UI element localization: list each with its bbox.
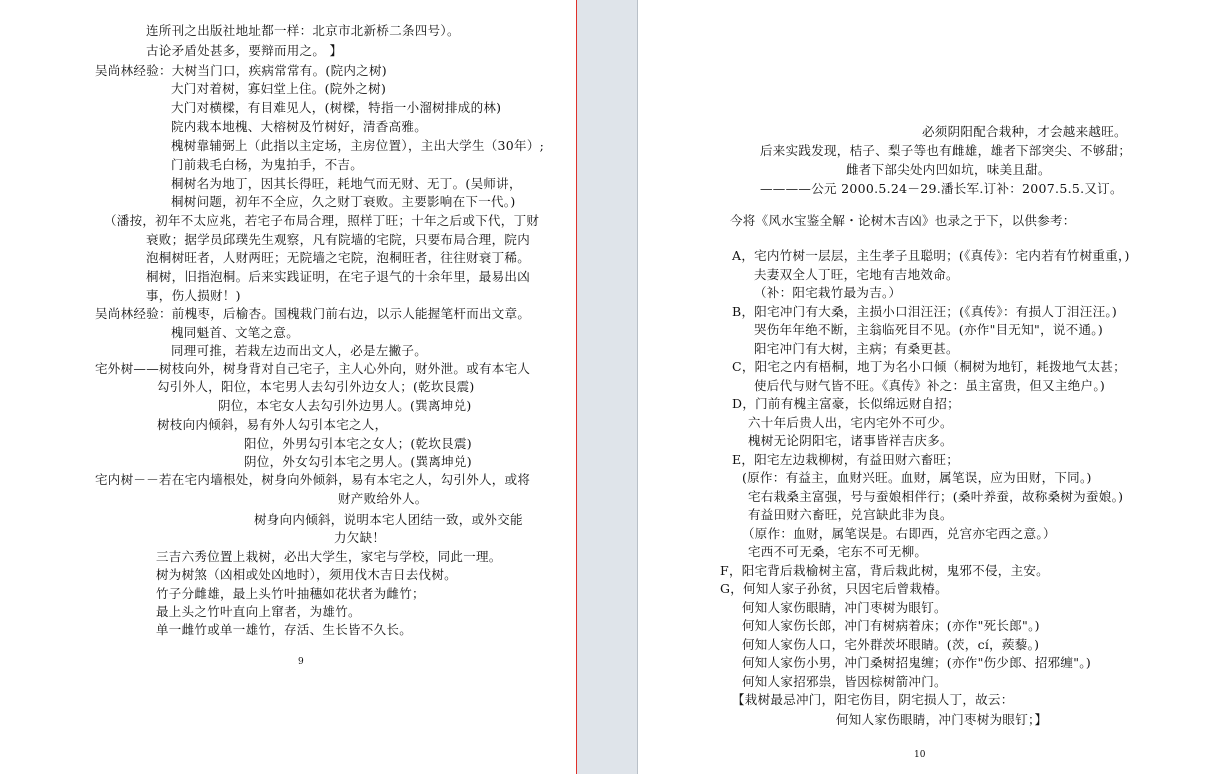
text-line: 衰败；据学员邱璞先生观察，凡有院墙的宅院，只要布局合理，院内 xyxy=(146,232,531,247)
text-line: 何知人家伤眼睛，冲门枣树为眼钉；】 xyxy=(836,712,1048,727)
text-line: （原作：血财，属笔误是。右即西，兑宫亦宅西之意。） xyxy=(742,526,1056,541)
text-line: 槐树无论阴阳宅，诸事皆祥吉庆多。 xyxy=(748,433,953,448)
page-number: 10 xyxy=(914,750,926,760)
text-line: C，阳宅之内有梧桐，地丁为名小口倾（桐树为地钉，耗拨地气太甚； xyxy=(732,359,1126,374)
text-line: 何知人家伤人口，宅外群茨坏眼睛。(茨，cí，蒺藜。) xyxy=(742,637,1040,652)
text-line: 桐树名为地丁，因其长得旺，耗地气而无财、无丁。(吴师讲， xyxy=(171,176,522,191)
text-line: 宅西不可无桑，宅东不可无柳。 xyxy=(748,544,928,559)
text-line: （潘按，初年不太应兆，若宅子布局合理，照样丁旺；十年之后或下代，丁财 xyxy=(104,213,540,228)
text-line: 宅内树－－若在宅内墙根处，树身向外倾斜，易有本宅之人，勾引外人，或将 xyxy=(95,472,531,487)
text-line: 泡桐树旺者，人财两旺；无院墙之宅院，泡桐旺者，往往财衰丁稀。 xyxy=(146,250,531,265)
page-gutter xyxy=(577,0,638,774)
text-line: 宅外树——树枝向外，树身背对自己宅子，主人心外向，财外泄。或有本宅人 xyxy=(95,361,531,376)
text-line: (原作：有益主，血财兴旺。血财，属笔误，应为田财，下同。) xyxy=(742,470,1092,485)
text-line: 院内栽本地槐、大榕树及竹树好，清香高雅。 xyxy=(171,119,428,134)
text-line: 单一雌竹或单一雄竹，存活、生长皆不久长。 xyxy=(156,622,413,637)
text-line: 财产败给外人。 xyxy=(338,491,428,506)
text-line: 何知人家伤眼睛，冲门枣树为眼钉。 xyxy=(742,600,947,615)
text-line: 古论矛盾处甚多，要辩而用之。 】 xyxy=(146,43,343,58)
text-line: 力欠缺！ xyxy=(334,530,386,545)
text-line: 事，伤人损财！) xyxy=(146,288,241,303)
text-line: 桐树，旧指泡桐。后来实践证明，在宅子退气的十余年里，最易出凶 xyxy=(146,269,531,284)
text-line: 阴位，本宅女人去勾引外边男人。(巽离坤兑) xyxy=(218,398,472,413)
text-line: F，阳宅背后栽榆树主富，背后栽此树，鬼邪不侵，主安。 xyxy=(720,563,1049,578)
right-document-page xyxy=(638,0,1232,774)
text-line: 哭伤年年绝不断，主翁临死目不见。(亦作"目无知"，说不通。) xyxy=(754,322,1104,337)
text-line: 桐树问题，初年不全应，久之财丁衰败。主要影响在下一代。) xyxy=(171,194,516,209)
text-line: 最上头之竹叶直向上窜者，为雄竹。 xyxy=(156,604,361,619)
text-line: 必须阴阳配合栽种，才会越来越旺。 xyxy=(922,124,1127,139)
text-line: 【栽树最忌冲门，阳宅伤目，阴宅损人丁，故云： xyxy=(732,692,1014,707)
text-line: 后来实践发现，桔子、梨子等也有雌雄，雄者下部突尖、不够甜； xyxy=(760,143,1132,158)
text-line: 宅右栽桑主富强，号与蚕娘相伴行；(桑叶养蚕，故称桑树为蚕娘。) xyxy=(748,489,1124,504)
text-line: B，阳宅冲门有大桑，主损小口泪汪汪；(《真传》：有损人丁泪汪汪。) xyxy=(732,304,1118,319)
text-line: G，何知人家子孙贫，只因宅后曾栽椿。 xyxy=(720,581,948,596)
text-line: 阴位，外女勾引本宅之男人。(巽离坤兑) xyxy=(244,454,472,469)
text-line: 何知人家伤小男，冲门桑树招鬼缠；(亦作"伤少郎、招邪缠"。) xyxy=(742,655,1092,670)
text-line: 槐树靠辅弼上（此指以主定场，主房位置），主出大学生（30年）; xyxy=(171,138,545,153)
text-line: 树身向内倾斜，说明本宅人团结一致，或外交能 xyxy=(254,512,523,527)
text-line: E，阳宅左边栽柳树，有益田财六畜旺； xyxy=(732,452,960,467)
text-line: 连所刊之出版社地址都一样：北京市北新桥二条四号）。 xyxy=(146,23,460,38)
text-line: 何知人家招邪祟，皆因棕树箭冲门。 xyxy=(742,674,947,689)
text-line: 吴尚林经验：大树当门口，疾病常常有。(院内之树) xyxy=(95,63,387,78)
text-line: 树为树煞（凶相或处凶地时），须用伐木吉日去伐树。 xyxy=(156,567,457,582)
text-line: 阳位，外男勾引本宅之女人；(乾坎艮震) xyxy=(244,436,472,451)
text-line: 六十年后贵人出，宅内宅外不可少。 xyxy=(748,415,953,430)
left-document-page xyxy=(0,0,576,774)
text-line: ————公元 2000.5.24－29.潘长军.订补：2007.5.5.又订。 xyxy=(760,181,1123,196)
text-line: 何知人家伤长郎，冲门有树病着床；(亦作"死长郎"。) xyxy=(742,618,1040,633)
text-line: 槐同魁首、文笔之意。 xyxy=(171,325,300,340)
text-line: 有益田财六畜旺，兑宫缺此非为良。 xyxy=(748,507,953,522)
text-line: 大门对横樑，有目难见人，(树樑，特指一小溜树排成的林) xyxy=(171,100,502,115)
text-line: 门前栽毛白杨，为鬼拍手，不吉。 xyxy=(171,157,364,172)
text-line: 雌者下部尖处内凹如坑，味美且甜。 xyxy=(846,162,1051,177)
page-number: 9 xyxy=(298,657,304,667)
text-line: 夫妻双全人丁旺，宅地有吉地效命。 xyxy=(754,267,959,282)
text-line: 三吉六秀位置上栽树，必出大学生，家宅与学校，同此一理。 xyxy=(156,549,502,564)
text-line: D，门前有槐主富豪，长似绵远财自招； xyxy=(732,396,960,411)
text-line: 树枝向内倾斜，易有外人勾引本宅之人， xyxy=(157,417,388,432)
text-line: 同理可推，若栽左边而出文人，必是左撇子。 xyxy=(171,343,428,358)
text-line: 大门对着树，寡妇堂上住。(院外之树) xyxy=(171,81,387,96)
text-line: 今将《风水宝鉴全解・论树木吉凶》也录之于下，以供参考： xyxy=(730,213,1076,228)
text-line: 勾引外人，阳位，本宅男人去勾引外边女人；(乾坎艮震) xyxy=(157,379,475,394)
text-line: 竹子分雌雄，最上头竹叶抽穗如花状者为雌竹； xyxy=(156,586,425,601)
text-line: A，宅内竹树一层层，主生孝子且聪明；(《真传》：宅内若有竹树重重，) xyxy=(732,248,1130,263)
text-line: 阳宅冲门有大树，主病；有桑更甚。 xyxy=(754,341,959,356)
text-line: （补：阳宅栽竹最为吉。） xyxy=(754,285,902,300)
text-line: 吴尚林经验：前槐枣，后榆杏。国槐栽门前右边，以示人能握笔杆而出文章。 xyxy=(95,306,531,321)
text-line: 使后代与财气皆不旺。《真传》补之：虽主富贵，但又主绝户。) xyxy=(754,378,1106,393)
